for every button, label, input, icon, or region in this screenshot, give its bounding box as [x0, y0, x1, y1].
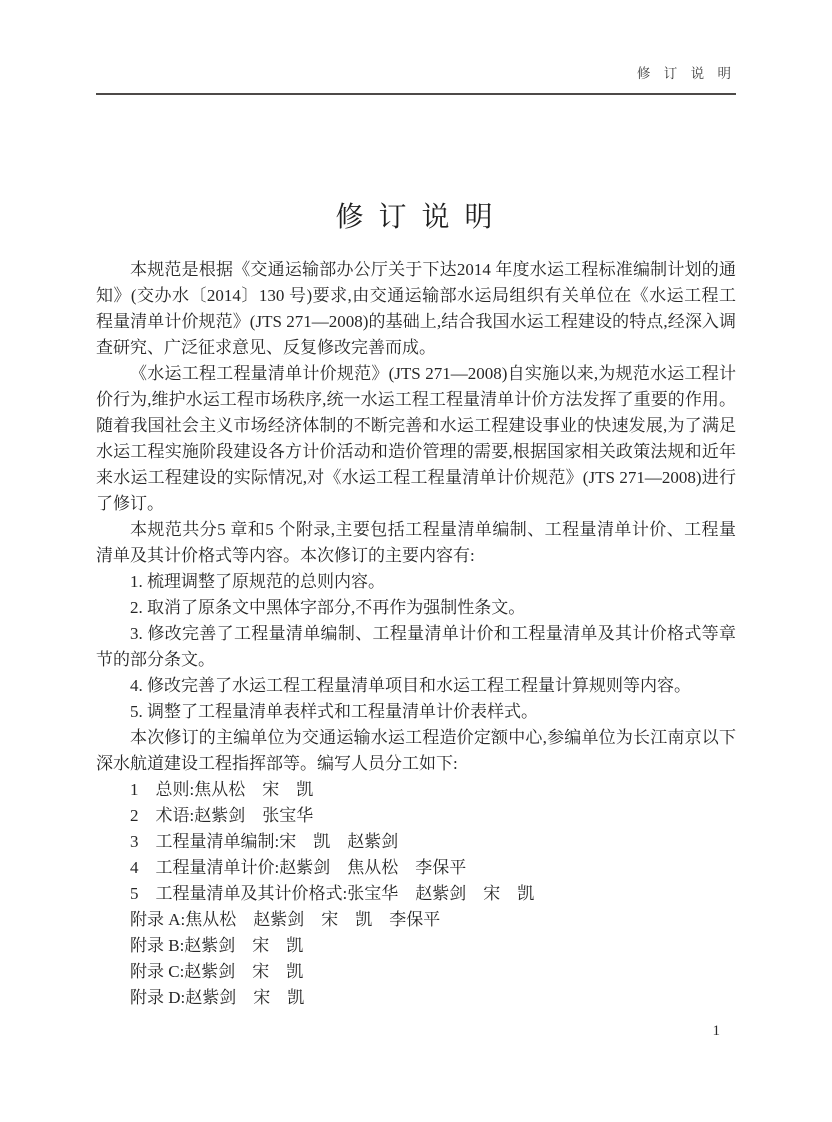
- contributor-line: 附录 A:焦从松 赵紫剑 宋 凯 李保平: [130, 910, 441, 929]
- page-number: 1: [712, 1023, 720, 1039]
- contributor-line: 3 工程量清单编制:宋 凯 赵紫剑: [130, 832, 399, 851]
- document-body: [96, 257, 736, 1011]
- paragraph-scope: 本规范共分5 章和5 个附录,主要包括工程量清单编制、工程量清单计价、工程量清单及其计价格式等内容。本次修订的主要内容有:: [96, 520, 736, 565]
- contributor-line: 1 总则:焦从松 宋 凯: [130, 780, 314, 799]
- contributor-line: 4 工程量清单计价:赵紫剑 焦从松 李保平: [130, 858, 467, 877]
- contributor-line: 附录 B:赵紫剑 宋 凯: [130, 936, 304, 955]
- paragraph-editors: 本次修订的主编单位为交通运输水运工程造价定额中心,参编单位为长江南京以下深水航道建设工程指挥部等。编写人员分工如下:: [96, 728, 736, 773]
- revision-item: 4. 修改完善了水运工程工程量清单项目和水运工程工程量计算规则等内容。: [130, 676, 691, 695]
- page-title: 修 订 说 明: [335, 202, 497, 233]
- revision-item: 1. 梳理调整了原规范的总则内容。: [130, 572, 385, 591]
- contributor-line: 附录 D:赵紫剑 宋 凯: [130, 988, 305, 1007]
- running-header-title: 修 订 说 明: [636, 66, 736, 81]
- revision-item: 3. 修改完善了工程量清单编制、工程量清单计价和工程量清单及其计价格式等章节的部分条文。: [96, 624, 736, 669]
- header-rule: [96, 93, 736, 95]
- contributor-line: 附录 C:赵紫剑 宋 凯: [130, 962, 304, 981]
- paragraph-background: 《水运工程工程量清单计价规范》(JTS 271—2008)自实施以来,为规范水运工程计价行为,维护水运工程市场秩序,统一水运工程工程量清单计价方法发挥了重要的作用。随着我国社会主义市场经济体制的不断完善和水运工程建设事业的快速发展,为了满足水运工程实施阶段建设各方计价活动和造价管理的需要,根据国家相关政策法规和近年来水运工程建设的实际情况,对《水运工程工程量清单计价规范》(JTS 271—2008)进行了修订。: [96, 364, 736, 513]
- contributor-line: 5 工程量清单及其计价格式:张宝华 赵紫剑 宋 凯: [130, 884, 535, 903]
- contributor-line: 2 术语:赵紫剑 张宝华: [130, 806, 314, 825]
- page-header: [96, 0, 736, 95]
- revision-item: 5. 调整了工程量清单表样式和工程量清单计价表样式。: [130, 702, 538, 721]
- revision-item: 2. 取消了原条文中黑体字部分,不再作为强制性条文。: [130, 598, 526, 617]
- paragraph-intro: 本规范是根据《交通运输部办公厅关于下达2014 年度水运工程标准编制计划的通知》(交办水〔2014〕130 号)要求,由交通运输部水运局组织有关单位在《水运工程工程量清单计价规范》(JTS 271—2008)的基础上,结合我国水运工程建设的特点,经深入调查研究、广泛征求意见、反复修改完善而成。: [96, 260, 736, 357]
